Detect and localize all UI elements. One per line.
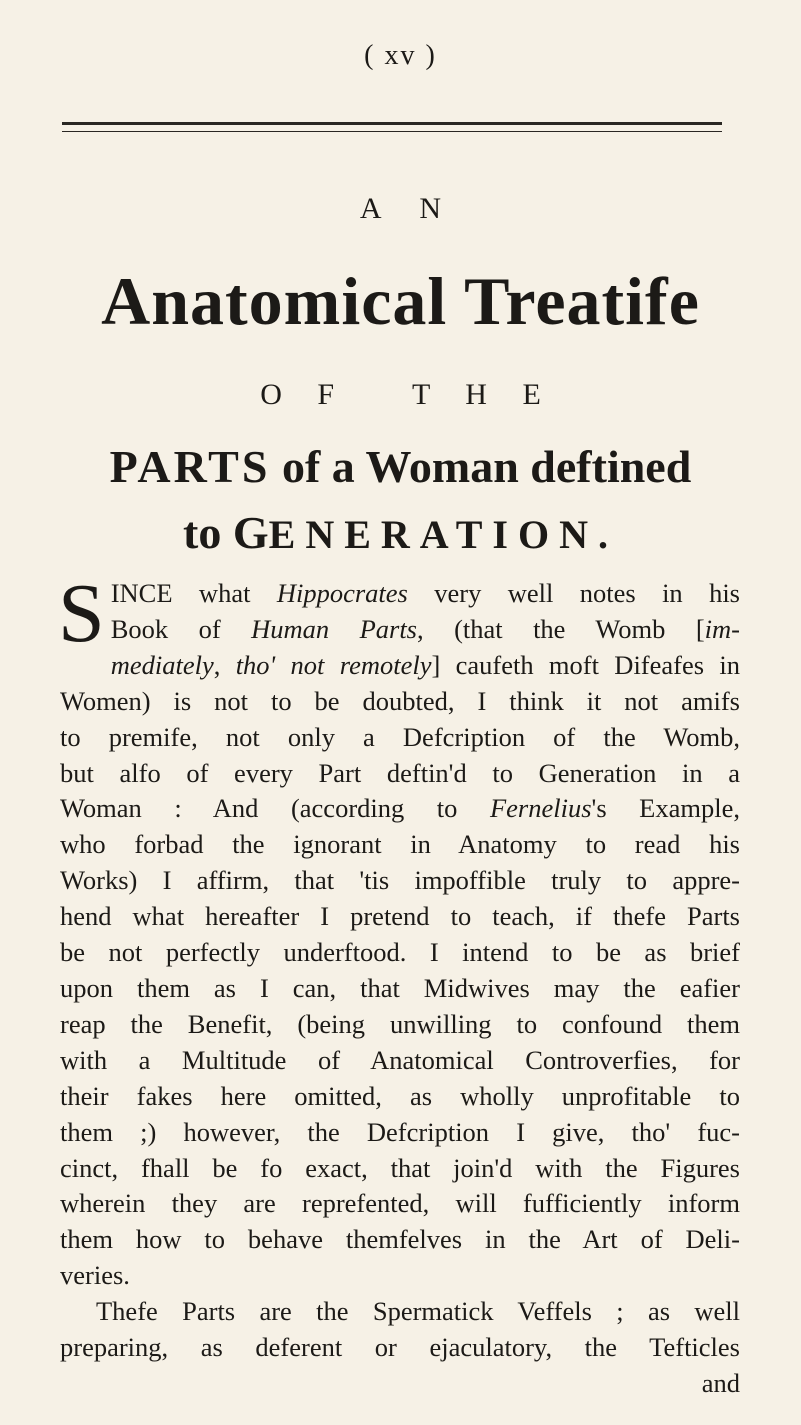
- text-line: but alfo of every Part deftin'd to Generation in a: [60, 757, 740, 788]
- title-line-an: A N: [359, 192, 458, 225]
- text-line: reap the Benefit, (being unwilling to confound them: [60, 1008, 740, 1039]
- title-main: Anatomical Treatife: [101, 263, 700, 339]
- text-line: veries.: [60, 1260, 130, 1291]
- text-line: to premife, not only a Defcription of the Womb,: [60, 721, 740, 752]
- text-line: Women) is not to be doubted, I think it not amifs: [60, 685, 740, 716]
- title-line-parts: PARTS of a Woman deftined: [109, 441, 692, 492]
- text-line: them how to behave themfelves in the Art of Deli-: [60, 1224, 740, 1255]
- text-line: preparing, as deferent or ejaculatory, the Tefticles: [60, 1332, 740, 1363]
- text-line: who forbad the ignorant in Anatomy to read his: [60, 829, 740, 860]
- drop-cap: S: [58, 567, 105, 660]
- title-line-of-the: O F T H E: [260, 378, 555, 411]
- text-line: INCE what Hippocrates very well notes in his: [110, 578, 740, 608]
- text-line: Book of Human Parts, (that the Womb [im-: [110, 613, 740, 644]
- page-number: ( xv ): [364, 40, 437, 71]
- text-line: Thefe Parts are the Spermatick Veffels ; as well: [96, 1296, 740, 1327]
- text-line: be not perfectly underftood. I intend to be as brief: [60, 937, 740, 968]
- text-line: cinct, fhall be fo exact, that join'd with the Figures: [60, 1152, 740, 1183]
- text-line: with a Multitude of Anatomical Controverfies, for: [60, 1044, 740, 1075]
- text-line: upon them as I can, that Midwives may the eafier: [60, 972, 740, 1003]
- text-line: their fakes here omitted, as wholly unprofitable to: [60, 1080, 740, 1111]
- text-line: hend what hereafter I pretend to teach, if thefe Parts: [60, 901, 740, 932]
- header-rule: [62, 122, 722, 132]
- text-line: Woman : And (according to Fernelius's Example,: [60, 793, 740, 824]
- text-line: mediately, tho' not remotely] caufeth moft Difeafes in: [110, 649, 740, 680]
- text-line: them ;) however, the Defcription I give, tho' fuc-: [60, 1116, 740, 1147]
- text-line: wherein they are reprefented, will fufficiently inform: [60, 1188, 740, 1219]
- body-text: [58, 567, 740, 1402]
- text-line: Works) I affirm, that 'tis impoffible truly to appre-: [60, 865, 740, 896]
- catchword: and: [701, 1367, 740, 1398]
- title-line-generation: to GENERATION.: [183, 507, 618, 558]
